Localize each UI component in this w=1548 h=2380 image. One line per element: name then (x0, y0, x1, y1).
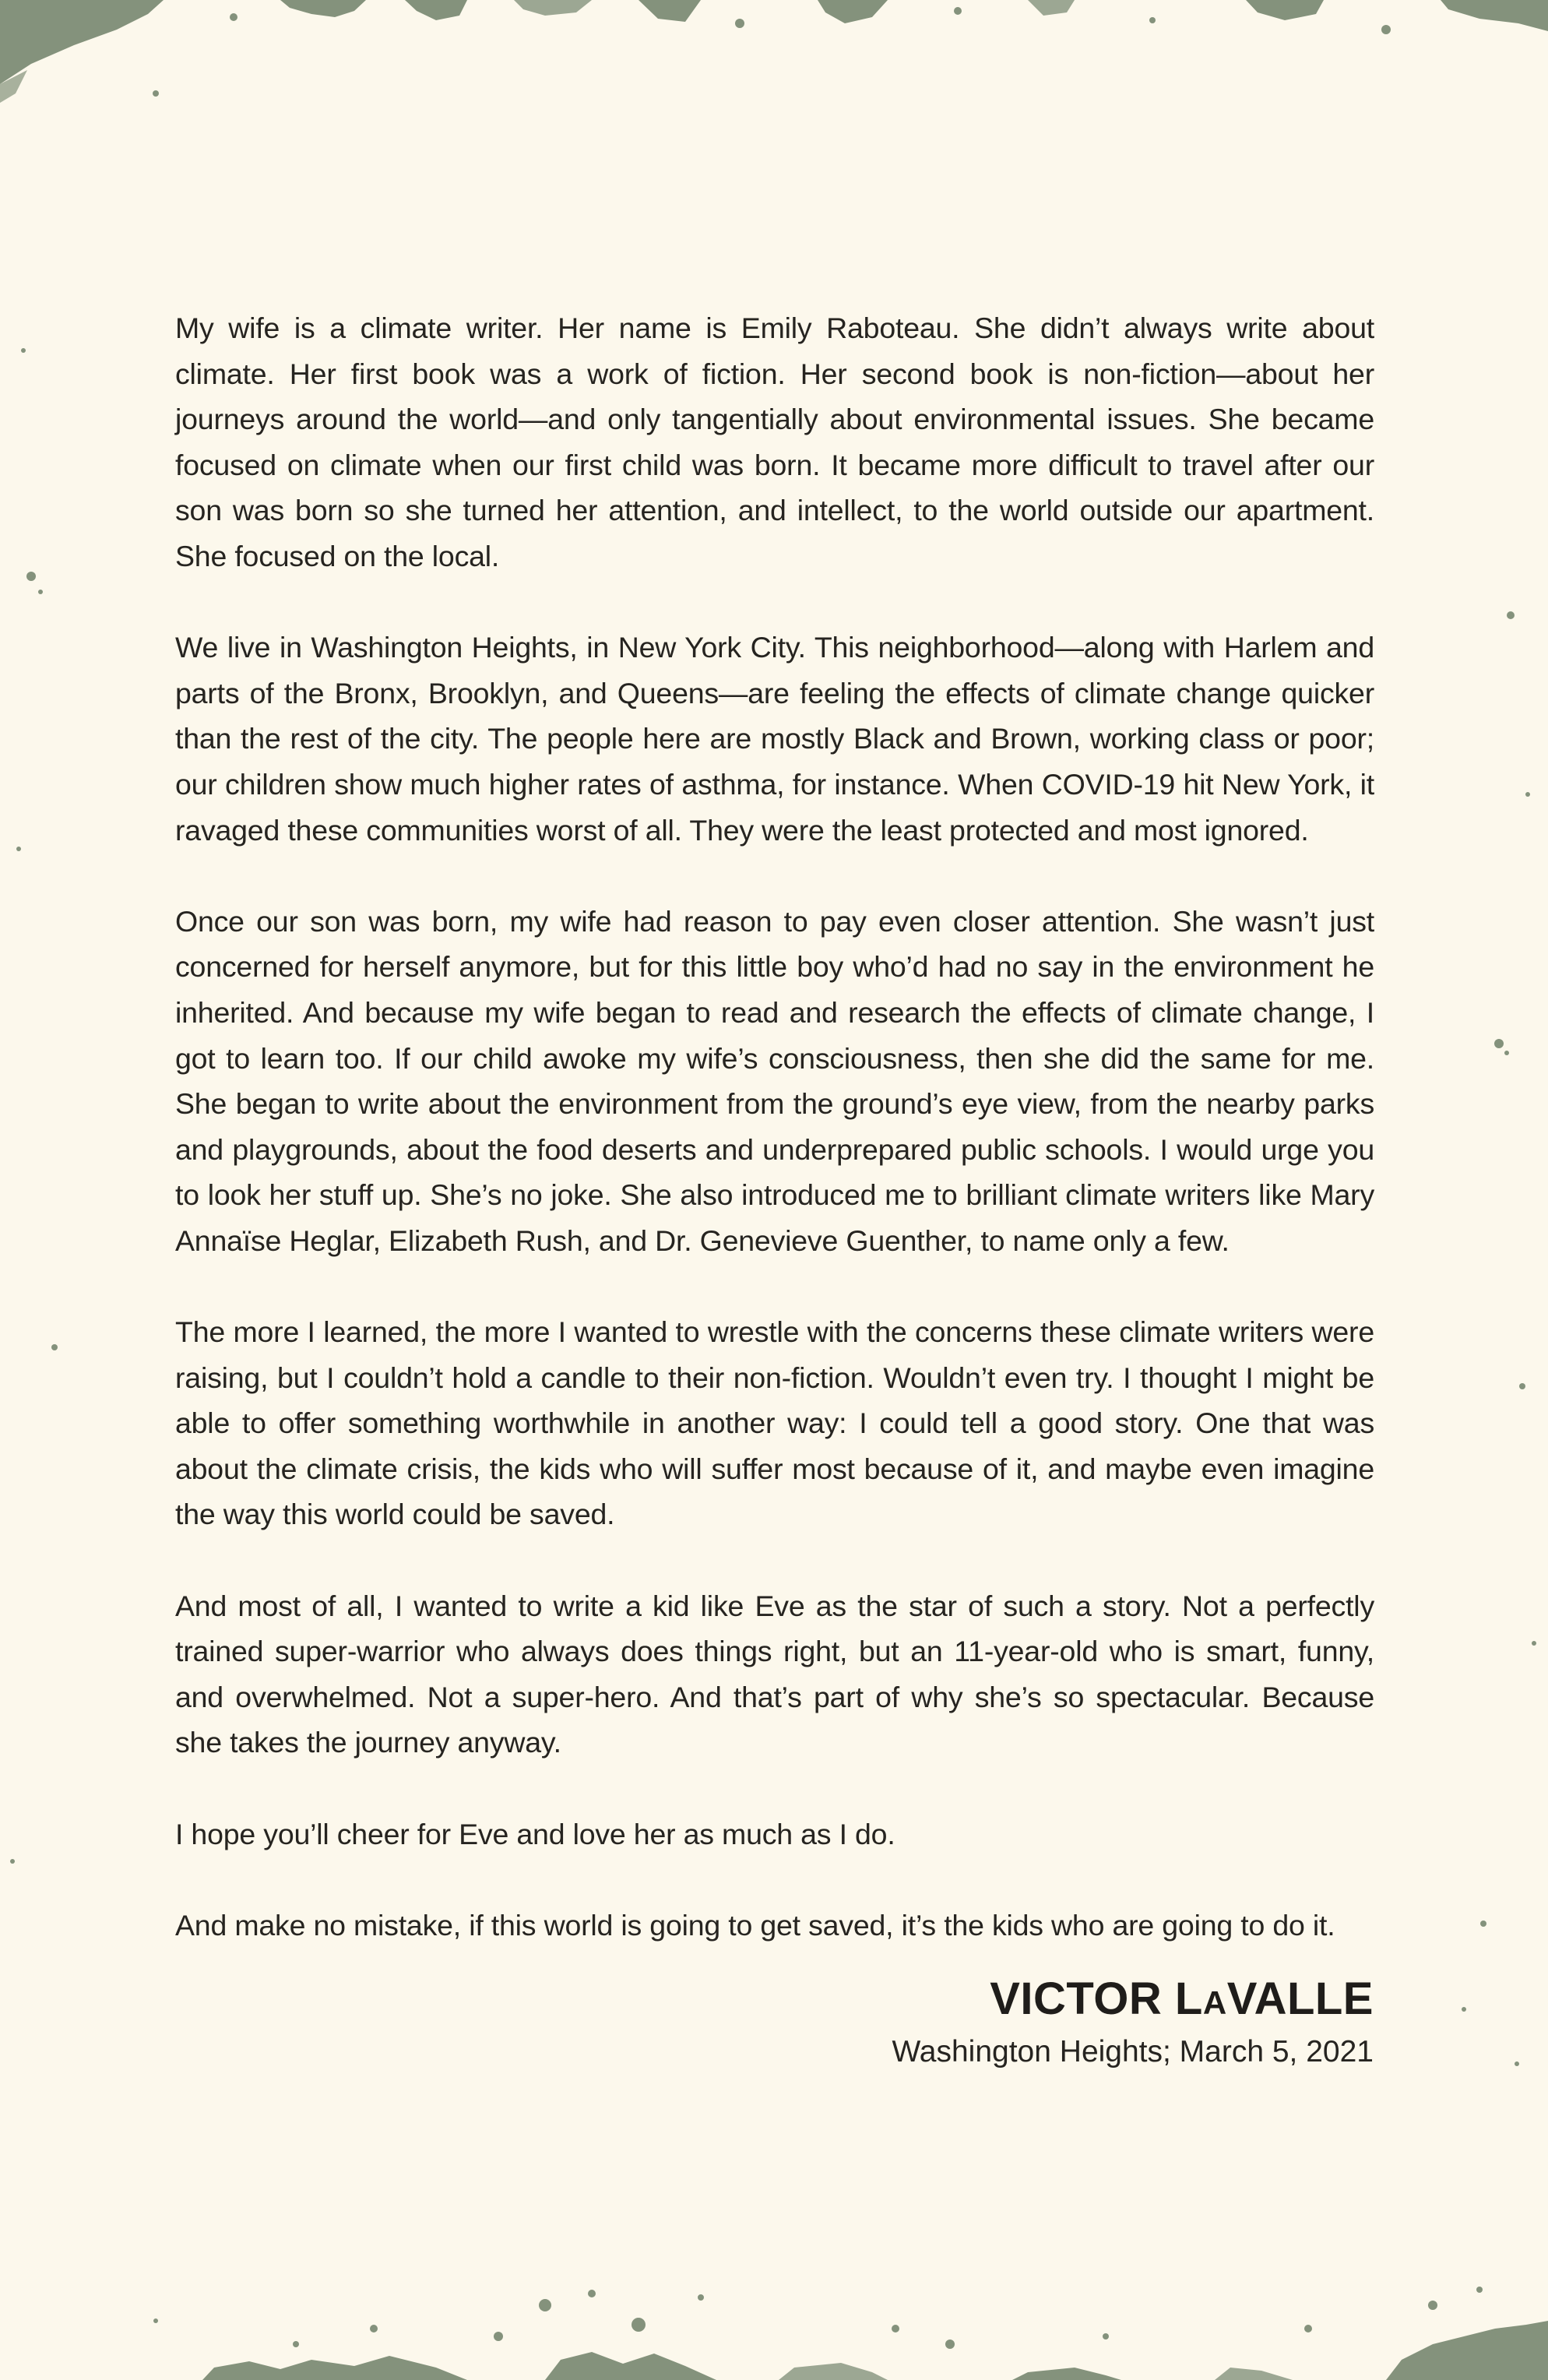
paragraph-1: My wife is a climate writer. Her name is Emily Raboteau. She didn’t always write about climate. Her first book was a work of fiction. Her second book is non-fiction—about her journeys around the world—and only tangentially about environmental issues. She became focused on climate when our first child was born. It became more difficult to travel after our son was born so she turned her attention, and intellect, to the world outside our apartment. She focused on the local. (175, 312, 1374, 572)
paragraph-6: I hope you’ll cheer for Eve and love her as much as I do. (175, 1817, 895, 1850)
paragraph-4: The more I learned, the more I wanted to wrestle with the concerns these climate writers were raising, but I couldn’t hold a candle to their non-fiction. Wouldn’t even try. I thought I might be able to offer something worthwhile in another way: I could tell a good story. One that was about the climate crisis, the kids who will suffer most because of it, and maybe even imagine the way this world could be saved. (175, 1315, 1374, 1531)
author-name-part-1: VICTOR L (990, 1973, 1203, 2024)
author-name-part-2: A (1202, 1984, 1227, 2021)
letter-body (175, 305, 1374, 1994)
signature-block (892, 1972, 1374, 2074)
author-name-part-3: VALLE (1226, 1973, 1374, 2024)
paragraph-3: Once our son was born, my wife had reason to pay even closer attention. She wasn’t just concerned for herself anymore, but for this little boy who’d had no say in the environment he inherited. And because my wife began to read and research the effects of climate change, I got to learn too. If our child awoke my wife’s consciousness, then she did the same for me. She began to write about the environment from the ground’s eye view, from the nearby parks and playgrounds, about the food deserts and underprepared public schools. I would urge you to look her stuff up. She’s no joke. She also introduced me to brilliant climate writers like Mary Annaïse Heglar, Elizabeth Rush, and Dr. Genevieve Guenther, to name only a few. (175, 904, 1374, 1257)
paragraph-5: And most of all, I wanted to write a kid like Eve as the star of such a story. Not a perfectly trained super-warrior who always does things right, but an 11-year-old who is smart, funny, and overwhelmed. Not a super-hero. And that’s part of why she’s so spectacular. Because she takes the journey anyway. (175, 1589, 1374, 1759)
dateline: Washington Heights; March 5, 2021 (892, 2035, 1374, 2068)
paragraph-2: We live in Washington Heights, in New York City. This neighborhood—along with Harlem and parts of the Bronx, Brooklyn, and Queens—are feeling the effects of climate change quicker than the rest of the city. The people here are mostly Black and Brown, working class or poor; our children show much higher rates of asthma, for instance. When COVID-19 hit New York, it ravaged these communities worst of all. They were the least protected and most ignored. (175, 631, 1374, 847)
author-name (892, 1972, 1374, 2030)
paragraph-7: And make no mistake, if this world is going to get saved, it’s the kids who are going to do it. (175, 1908, 1335, 1942)
